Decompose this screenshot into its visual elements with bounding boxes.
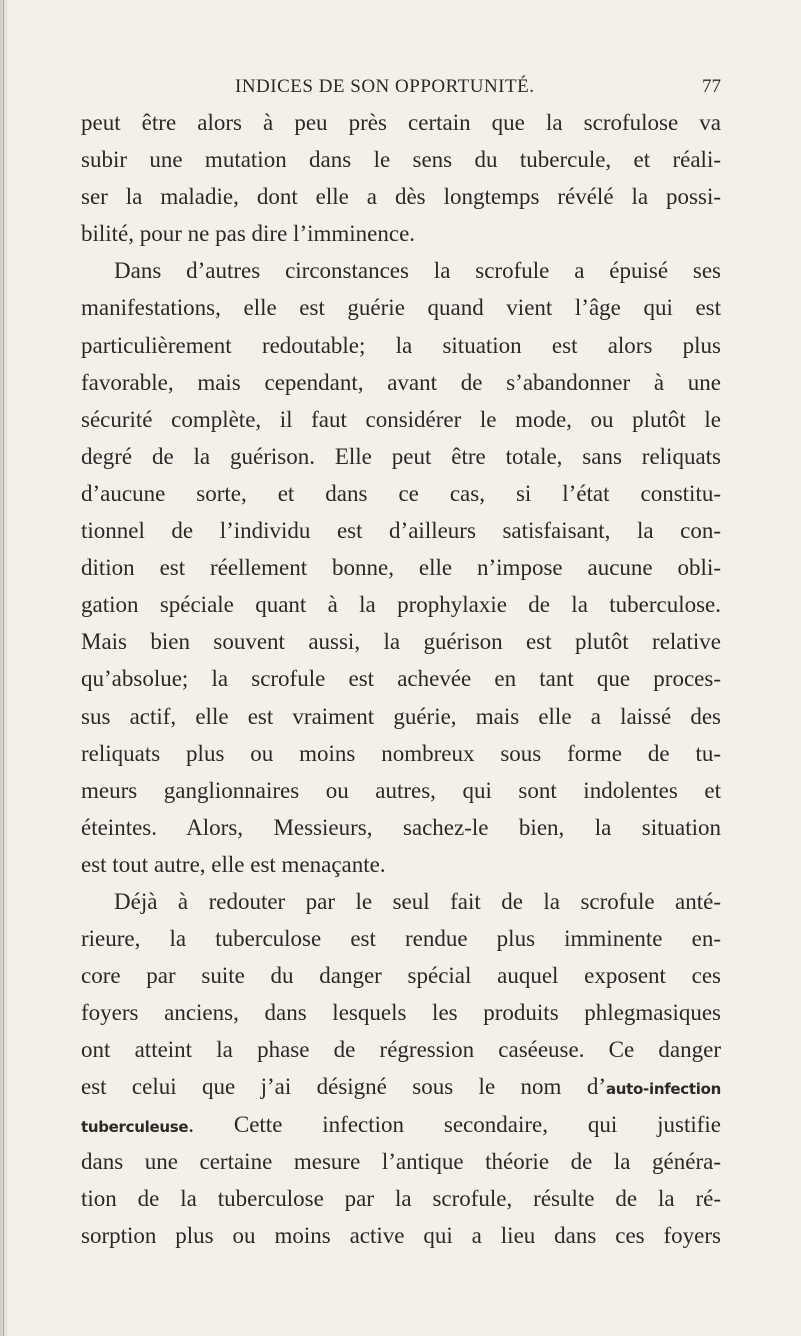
body-text	[81, 104, 721, 1254]
text-line: manifestations, elle est guérie quand vient l’âge qui est	[81, 295, 721, 321]
text-line: bilité, pour ne pas dire l’imminence.	[81, 221, 416, 247]
text-line: reliquats plus ou moins nombreux sous forme de tu-	[81, 740, 721, 766]
text-line: d’aucune sorte, et dans ce cas, si l’état constitu-	[81, 480, 721, 506]
text-line: favorable, mais cependant, avant de s’abandonner à une	[81, 369, 721, 395]
text-line: dition est réellement bonne, elle n’impose aucune obli-	[81, 555, 721, 581]
text-line: degré de la guérison. Elle peut être totale, sans reliquats	[81, 443, 721, 469]
text-line: tion de la tuberculose par la scrofule, résulte de la ré-	[81, 1185, 721, 1211]
text-line: Mais bien souvent aussi, la guérison est plutôt relative	[81, 629, 721, 655]
text-line: Déjà à redouter par le seul fait de la scrofule anté-	[114, 888, 721, 914]
page-binding-edge	[0, 0, 10, 1336]
text-line: subir une mutation dans le sens du tubercule, et réali-	[81, 147, 721, 173]
text-line: tionnel de l’individu est d’ailleurs satisfaisant, la con-	[81, 518, 721, 544]
text-line: foyers anciens, dans lesquels les produits phlegmasiques	[81, 1000, 721, 1026]
running-header-title: INDICES DE SON OPPORTUNITÉ.	[235, 76, 535, 97]
text-line: gation spéciale quant à la prophylaxie de la tuberculose.	[81, 592, 721, 618]
text-line: rieure, la tuberculose est rendue plus imminente en-	[81, 926, 721, 952]
text-line-with-term	[81, 1106, 721, 1143]
text-line: peut être alors à peu près certain que la scrofulose va	[81, 110, 721, 135]
text-fragment: est celui que j’ai désigné sous le nom d’	[81, 1074, 606, 1100]
text-line: éteintes. Alors, Messieurs, sachez-le bien, la situation	[81, 814, 721, 840]
running-header	[81, 76, 721, 100]
text-line: Dans d’autres circonstances la scrofule a épuisé ses	[114, 258, 721, 284]
text-line: meurs ganglionnaires ou autres, qui sont indolentes et	[81, 777, 721, 803]
text-line: sécurité complète, il faut considérer le mode, ou plutôt le	[81, 406, 721, 432]
text-line: sus actif, elle est vraiment guérie, mais elle a laissé des	[81, 703, 721, 729]
text-line: dans une certaine mesure l’antique théorie de la généra-	[81, 1148, 721, 1174]
bold-term-part2: tuberculeuse	[81, 1117, 189, 1136]
text-line: qu’absolue; la scrofule est achevée en tant que proces-	[81, 666, 721, 692]
text-line: est tout autre, elle est menaçante.	[81, 851, 386, 877]
page-binding-line	[3, 0, 4, 1336]
bold-term-part1: auto-infection	[605, 1080, 721, 1099]
text-fragment: . Cette infection secondaire, qui justifie	[188, 1111, 721, 1137]
text-line: core par suite du danger spécial auquel exposent ces	[81, 963, 721, 989]
page-number: 77	[702, 76, 721, 97]
text-line: sorption plus ou moins active qui a lieu dans ces foyers	[81, 1222, 721, 1248]
text-line-with-term	[81, 1068, 721, 1105]
text-line: ser la maladie, dont elle a dès longtemps révélé la possi-	[81, 184, 721, 210]
text-line: ont atteint la phase de régression caséeuse. Ce danger	[81, 1037, 721, 1063]
text-line: particulièrement redoutable; la situation est alors plus	[81, 332, 721, 358]
